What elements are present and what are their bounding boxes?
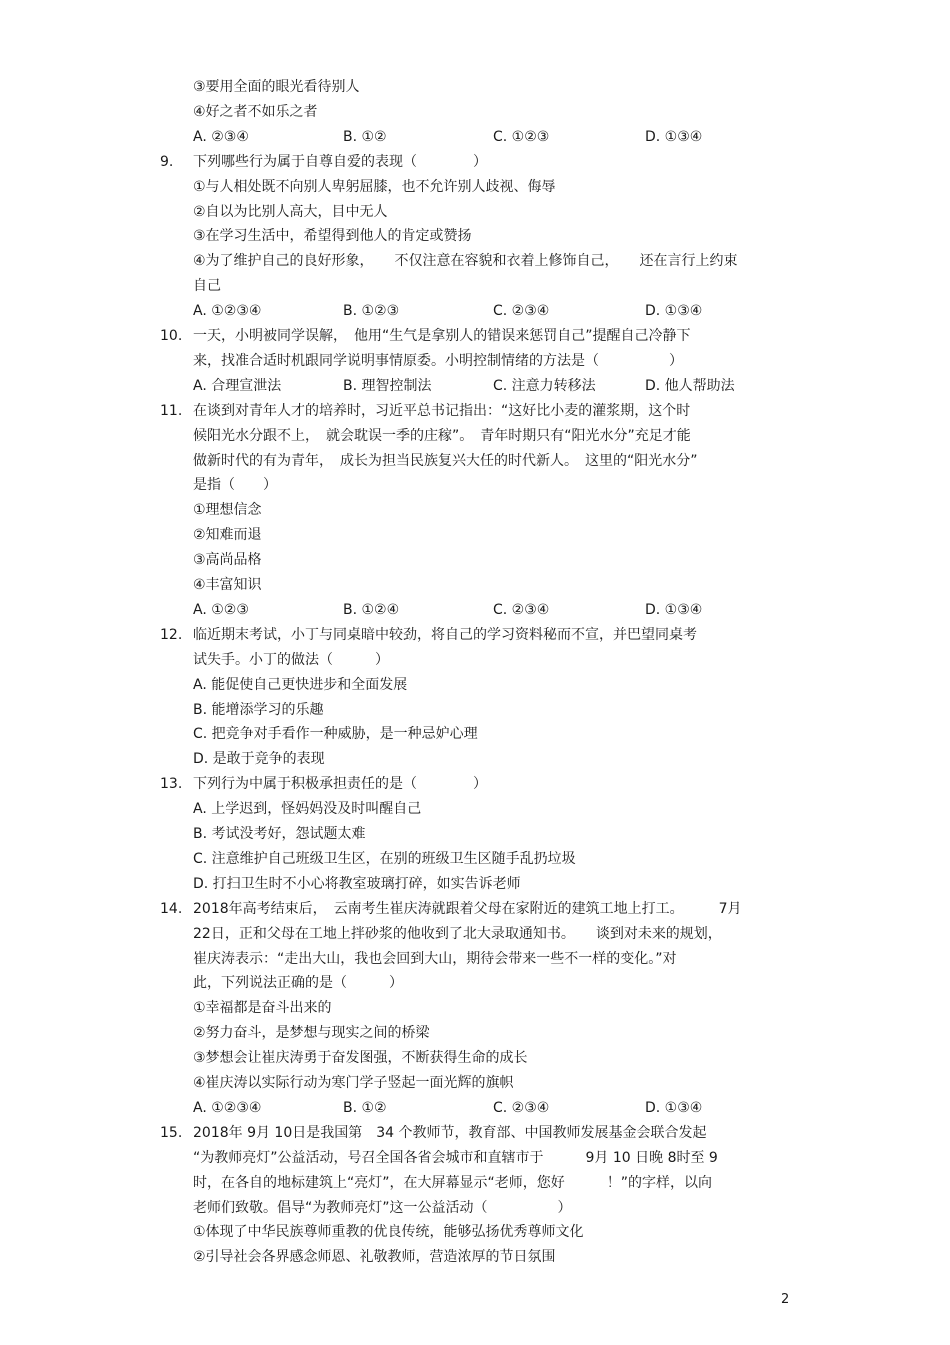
question-line: 试失手。小丁的做法（ ）	[193, 652, 389, 668]
question-line: ①幸福都是奋斗出来的	[193, 1000, 332, 1016]
question-line: ②引导社会各界感念师恩、礼敬教师，营造浓厚的节日氛围	[193, 1249, 556, 1265]
q11-option-c: C. ②③④	[493, 602, 550, 618]
question-line: ①理想信念	[193, 502, 262, 518]
q10-option-c: C. 注意力转移法	[493, 378, 596, 394]
q9-option-d: D. ①③④	[645, 303, 703, 319]
question-line: 来，找准合适时机跟同学说明事情原委。小明控制情绪的方法是（ ）	[193, 353, 683, 369]
q10-option-d: D. 他人帮助法	[645, 378, 735, 394]
question-stem: 2018年高考结束后， 云南考生崔庆涛就跟着父母在家附近的建筑工地上打工。 7月	[193, 901, 742, 917]
question-number: 12.	[160, 627, 183, 643]
question-line: 老师们致敬。倡导“为教师亮灯”这一公益活动（ ）	[193, 1200, 572, 1216]
question-stem: 临近期末考试，小丁与同桌暗中较劲，将自己的学习资料秘而不宣，并巴望同桌考	[193, 627, 697, 643]
question-line: ③梦想会让崔庆涛勇于奋发图强，不断获得生命的成长	[193, 1050, 528, 1066]
question-line: 是指（ ）	[193, 477, 277, 493]
question-line: ④为了维护自己的良好形象， 不仅注意在容貌和衣着上修饰自己， 还在言行上约束	[193, 253, 738, 269]
q9-option-c: C. ②③④	[493, 303, 550, 319]
question-line: A. 能促使自己更快进步和全面发展	[193, 677, 408, 693]
question-line: ①体现了中华民族尊师重教的优良传统，能够弘扬优秀尊师文化	[193, 1224, 584, 1240]
q14-option-b: B. ①②	[343, 1100, 387, 1116]
question-line: “为教师亮灯”公益活动，号召全国各省会城市和直辖市于 9月 10 日晚 8时至 9	[193, 1150, 718, 1166]
q8-option-d: D. ①③④	[645, 129, 703, 145]
question-stem: 在谈到对青年人才的培养时，习近平总书记指出：“这好比小麦的灌浆期，这个时	[193, 403, 691, 419]
question-line: 候阳光水分跟不上， 就会耽误一季的庄稼”。 青年时期只有“阳光水分”充足才能	[193, 428, 691, 444]
q8-option-c: C. ①②③	[493, 129, 550, 145]
question-line: 自己	[193, 278, 221, 294]
question-line: ③在学习生活中，希望得到他人的肯定或赞扬	[193, 228, 472, 244]
question-line: D. 打扫卫生时不小心将教室玻璃打碎，如实告诉老师	[193, 876, 521, 892]
question-number: 10.	[160, 328, 183, 344]
question-line: A. 上学迟到，怪妈妈没及时叫醒自己	[193, 801, 422, 817]
question-line: D. 是敢于竞争的表现	[193, 751, 325, 767]
question-stem: 下列行为中属于积极承担责任的是（ ）	[193, 776, 487, 792]
question-number: 11.	[160, 403, 183, 419]
question-line: C. 注意维护自己班级卫生区，在别的班级卫生区随手乱扔垃圾	[193, 851, 576, 867]
statement-line: ③要用全面的眼光看待别人	[193, 79, 360, 95]
question-line: ④丰富知识	[193, 577, 262, 593]
q14-option-a: A. ①②③④	[193, 1100, 262, 1116]
question-stem: 2018年 9月 10日是我国第 34 个教师节，教育部、中国教师发展基金会联合发起	[193, 1125, 707, 1141]
question-line: ②知难而退	[193, 527, 262, 543]
q11-option-a: A. ①②③	[193, 602, 249, 618]
q8-option-a: A. ②③④	[193, 129, 249, 145]
q8-option-b: B. ①②	[343, 129, 387, 145]
question-stem: 一天，小明被同学误解， 他用“生气是拿别人的错误来惩罚自己”提醒自己冷静下	[193, 328, 691, 344]
question-line: ②努力奋斗，是梦想与现实之间的桥梁	[193, 1025, 430, 1041]
q14-option-d: D. ①③④	[645, 1100, 703, 1116]
q10-option-a: A. 合理宣泄法	[193, 378, 282, 394]
question-line: B. 考试没考好，怨试题太难	[193, 826, 366, 842]
q10-option-b: B. 理智控制法	[343, 378, 432, 394]
question-line: 做新时代的有为青年， 成长为担当民族复兴大任的时代新人。 这里的“阳光水分”	[193, 453, 698, 469]
q9-option-a: A. ①②③④	[193, 303, 262, 319]
question-number: 13.	[160, 776, 183, 792]
q9-option-b: B. ①②③	[343, 303, 400, 319]
question-line: 时，在各自的地标建筑上“亮灯”，在大屏幕显示“老师，您好 ！”的字样，以向	[193, 1175, 713, 1191]
question-line: 崔庆涛表示：“走出大山，我也会回到大山，期待会带来一些不一样的变化。”对	[193, 951, 677, 967]
question-line: ①与人相处既不向别人卑躬屈膝，也不允许别人歧视、侮辱	[193, 179, 556, 195]
question-line: 22日，正和父母在工地上拌砂浆的他收到了北大录取通知书。 谈到对未来的规划，	[193, 926, 722, 942]
question-number: 14.	[160, 901, 183, 917]
statement-line: ④好之者不如乐之者	[193, 104, 318, 120]
q11-option-b: B. ①②④	[343, 602, 400, 618]
question-line: B. 能增添学习的乐趣	[193, 702, 324, 718]
q11-option-d: D. ①③④	[645, 602, 703, 618]
question-stem: 下列哪些行为属于自尊自爱的表现（ ）	[193, 154, 487, 170]
question-line: ④崔庆涛以实际行动为寒门学子竖起一面光辉的旗帜	[193, 1075, 514, 1091]
question-line: ②自以为比别人高大，目中无人	[193, 204, 388, 220]
question-line: ③高尚品格	[193, 552, 262, 568]
q14-option-c: C. ②③④	[493, 1100, 550, 1116]
question-line: 此，下列说法正确的是（ ）	[193, 975, 403, 991]
page-number: 2	[781, 1292, 790, 1307]
question-number: 15.	[160, 1125, 183, 1141]
question-line: C. 把竞争对手看作一种威胁，是一种忌妒心理	[193, 726, 478, 742]
question-number: 9.	[160, 154, 174, 170]
